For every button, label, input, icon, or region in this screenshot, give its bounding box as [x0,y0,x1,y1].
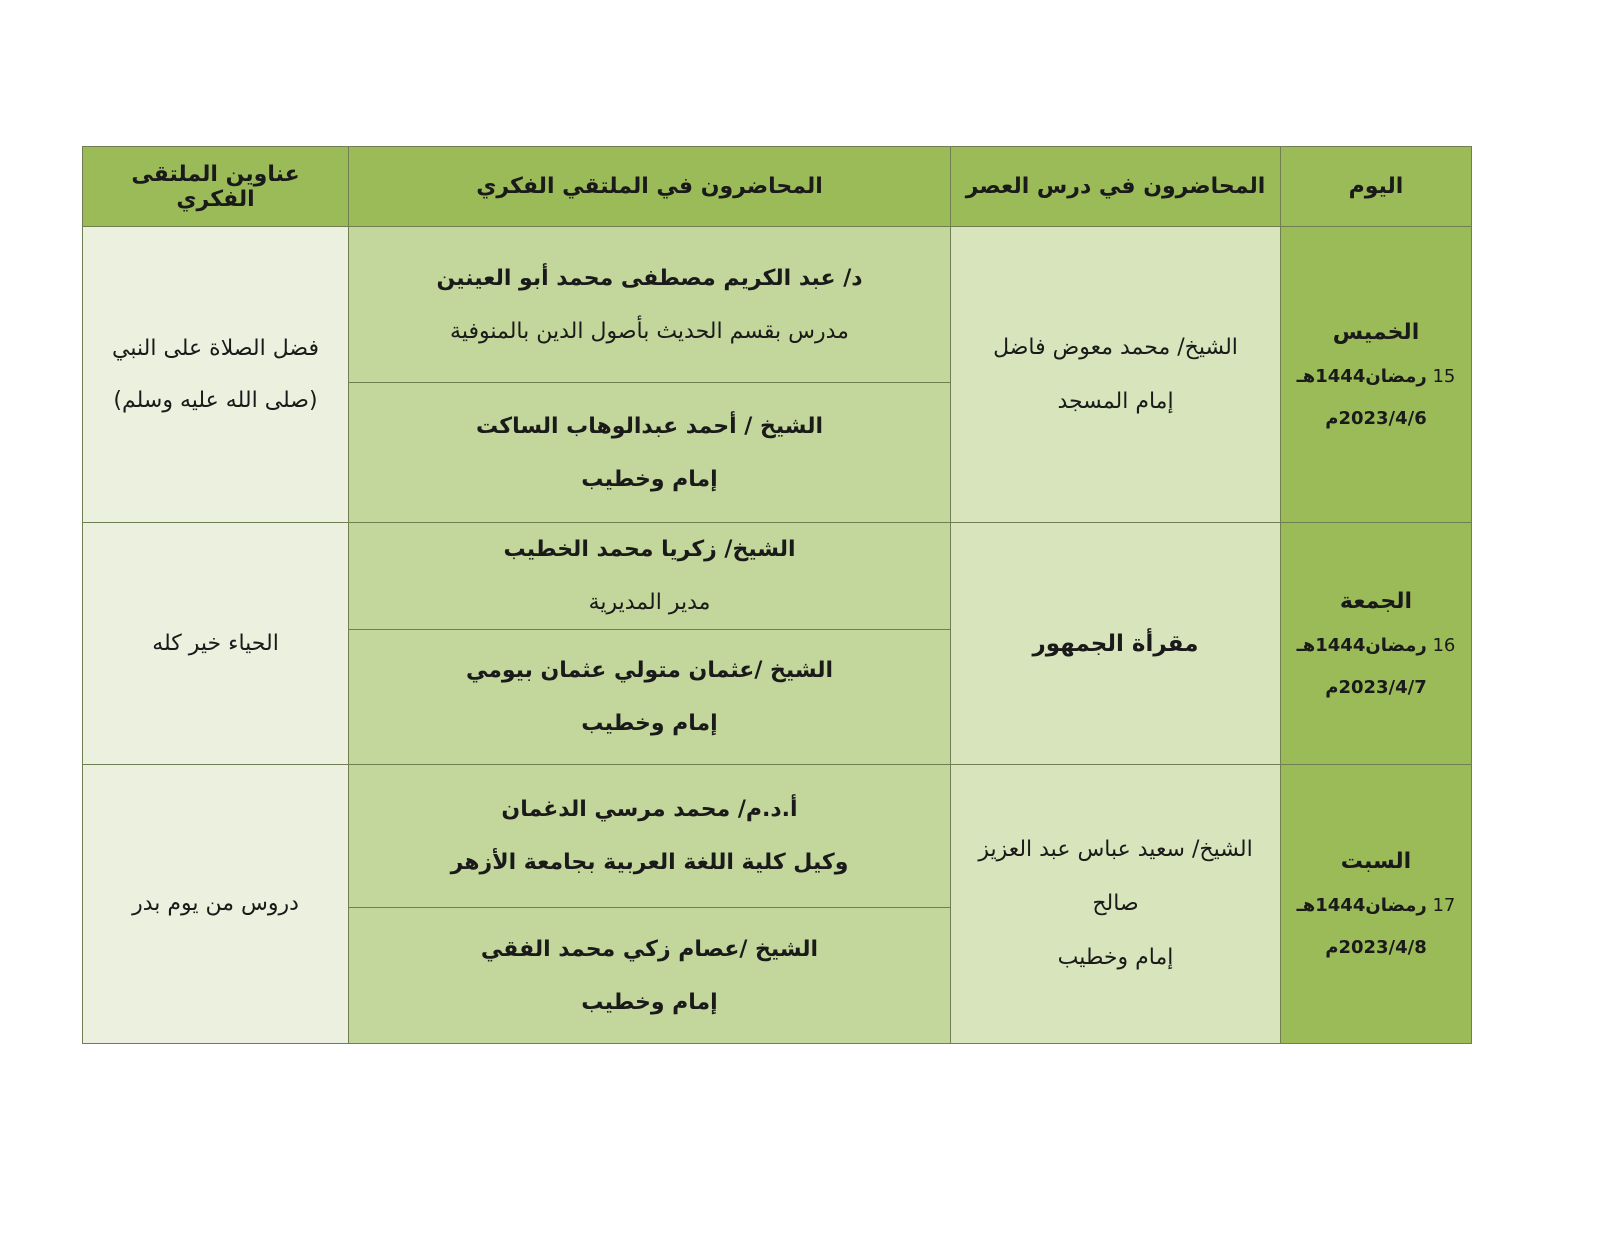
schedule-table [82,146,1472,1044]
gregorian-date: 2023/4/6م [1325,407,1427,429]
asr-lecturer-role: إمام المسجد [1057,388,1174,414]
forum-lecturer-cell [349,523,951,630]
asr-lecturer-cell [951,227,1281,523]
forum-lecturer-cell [349,908,951,1044]
header-asr-lecturers: المحاضرون في درس العصر [951,147,1281,227]
forum-lecturer-name: الشيخ /عصام زكي محمد الفقي [480,936,819,962]
forum-lecturer-cell [349,765,951,908]
forum-lecturer-cell [349,630,951,765]
forum-lecturer-role: مدرس بقسم الحديث بأصول الدين بالمنوفية [450,318,849,344]
asr-lecturer-name: مقرأة الجمهور [1032,630,1199,657]
forum-title-cell [83,523,349,765]
asr-lecturer-role: إمام وخطيب [1057,945,1174,970]
table-row [83,523,1472,630]
table-row [83,227,1472,383]
day-cell [1281,227,1472,523]
day-cell [1281,523,1472,765]
hijri-date: 15 رمضان1444هـ [1296,365,1456,387]
day-name: السبت [1340,849,1412,874]
forum-lecturer-cell [349,227,951,383]
gregorian-date: 2023/4/8م [1325,937,1427,958]
forum-title: فضل الصلاة على النبي [112,335,319,361]
forum-title-subline: (صلى الله عليه وسلم) [113,387,318,413]
asr-lecturer-name: الشيخ/ سعيد عباس عبد العزيز [978,837,1253,862]
forum-title-cell [83,227,349,523]
header-forum-lecturers: المحاضرون في الملتقي الفكري [349,147,951,227]
forum-title-cell [83,765,349,1044]
forum-lecturer-role: مدير المديرية [588,590,711,615]
table-row [83,765,1472,908]
forum-title: دروس من يوم بدر [132,891,299,916]
forum-lecturer-name: أ.د.م/ محمد مرسي الدغمان [501,797,798,822]
forum-lecturer-cell [349,383,951,523]
header-day: اليوم [1281,147,1472,227]
forum-lecturer-role: إمام وخطيب [581,711,718,736]
forum-lecturer-name: الشيخ / أحمد عبدالوهاب الساكت [475,413,823,439]
forum-lecturer-role: إمام وخطيب [581,989,718,1015]
hijri-date: 17 رمضان1444هـ [1296,895,1456,916]
forum-lecturer-role: إمام وخطيب [581,466,718,492]
header-row [83,147,1472,227]
forum-lecturer-name: الشيخ /عثمان متولي عثمان بيومي [465,658,834,683]
forum-lecturer-name: الشيخ/ زكريا محمد الخطيب [503,537,796,562]
header-forum-titles: عناوين الملتقى الفكري [83,147,349,227]
asr-lecturer-cell [951,765,1281,1044]
day-name: الجمعة [1339,588,1413,614]
gregorian-date: 2023/4/7م [1325,676,1427,698]
asr-lecturer-cell [951,523,1281,765]
forum-lecturer-role: وكيل كلية اللغة العربية بجامعة الأزهر [450,850,849,875]
forum-lecturer-name: د/ عبد الكريم مصطفى محمد أبو العينين [436,265,863,291]
hijri-date: 16 رمضان1444هـ [1296,634,1456,656]
asr-lecturer-name: الشيخ/ محمد معوض فاضل [993,334,1238,360]
asr-lecturer-name-cont: صالح [1092,891,1139,916]
day-cell [1281,765,1472,1044]
forum-title: الحياء خير كله [152,630,279,656]
day-name: الخميس [1332,319,1420,345]
